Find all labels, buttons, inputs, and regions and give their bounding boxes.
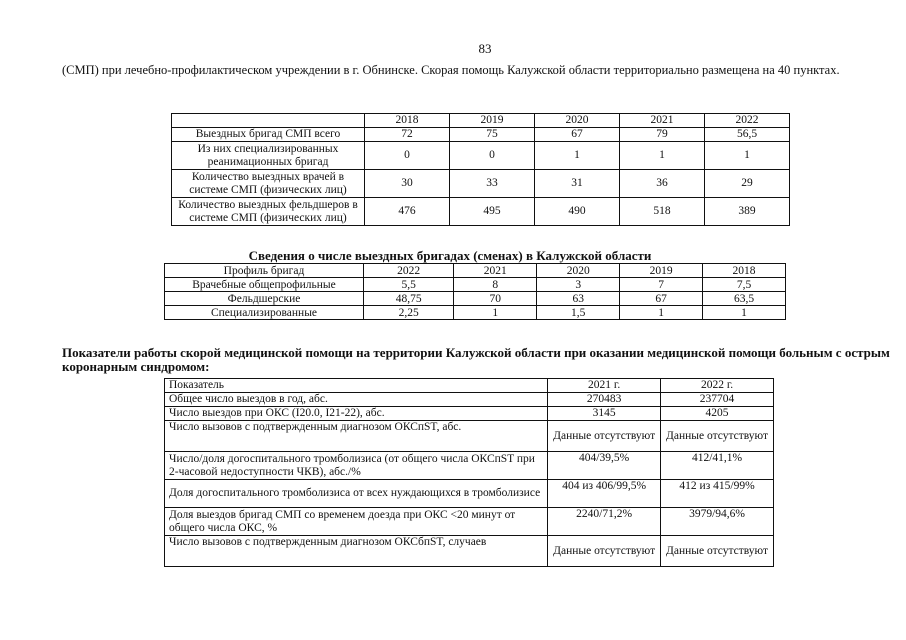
year-header: 2021 [454,264,537,278]
table-cell: 67 [535,128,620,142]
table-cell: 270483 [548,393,661,407]
table-cell: 79 [620,128,705,142]
table-cell: 0 [365,142,450,170]
table-header-row [165,379,774,393]
row-label: Число выездов при ОКС (I20.0, I21-22), абс. [165,407,548,421]
year-header: 2020 [535,114,620,128]
table-row [165,306,786,320]
column-header: Профиль бригад [165,264,364,278]
table-cell: 3 [537,278,620,292]
table-cell: 404/39,5% [548,452,661,480]
year-header: 2021 [620,114,705,128]
table-row [172,198,790,226]
row-label: Количество выездных фельдшеров в системе СМП (физических лиц) [172,198,365,226]
table-cell: Данные отсутствуют [548,421,661,452]
table-row [165,452,774,480]
year-header: 2019 [620,264,703,278]
table-cell: 29 [705,170,790,198]
row-label: Общее число выездов в год, абс. [165,393,548,407]
table-cell: 3145 [548,407,661,421]
table-row [165,407,774,421]
table-cell: 30 [365,170,450,198]
table-row [165,292,786,306]
table-cell: 389 [705,198,790,226]
row-label: Количество выездных врачей в системе СМП (физических лиц) [172,170,365,198]
row-label: Фельдшерские [165,292,364,306]
table-cell: 412/41,1% [661,452,774,480]
year-header: 2022 [705,114,790,128]
row-label: Доля выездов бригад СМП со временем доезда при ОКС <20 минут от общего числа ОКС, % [165,508,548,536]
table-cell: 1 [535,142,620,170]
table-cell: 72 [365,128,450,142]
intro-paragraph: (СМП) при лечебно-профилактическом учреждении в г. Обнинске. Скорая помощь Калужской области территориально размещена на 40 пунктах. [62,63,840,77]
table-cell: 36 [620,170,705,198]
row-label: Число/доля догоспитального тромболизиса (от общего числа ОКСпST при 2-часовой недоступности ЧКВ), абс./% [165,452,548,480]
column-header: Показатель [165,379,548,393]
table-cell: 518 [620,198,705,226]
table-row [172,170,790,198]
table-header-row [165,264,786,278]
table-row [165,508,774,536]
table-cell: 70 [454,292,537,306]
brigades-shifts-title: Сведения о числе выездных бригадах (сменах) в Калужской области [248,248,652,263]
table-row [165,393,774,407]
table-row [165,278,786,292]
table-row [172,128,790,142]
table-cell: 3979/94,6% [661,508,774,536]
table-cell: 63,5 [703,292,786,306]
table-cell: 5,5 [364,278,454,292]
table-row [165,536,774,567]
table-cell: 1 [703,306,786,320]
table-cell: 404 из 406/99,5% [548,480,661,508]
table-cell: Данные отсутствуют [548,536,661,567]
year-header: 2018 [703,264,786,278]
table-cell: 63 [537,292,620,306]
table-cell: 1,5 [537,306,620,320]
table-cell: 0 [450,142,535,170]
row-label: Специализированные [165,306,364,320]
page-number: 83 [478,41,492,56]
row-label: Из них специализированных реанимационных бригад [172,142,365,170]
table-row [165,480,774,508]
table-cell: Данные отсутствуют [661,536,774,567]
table-cell: 67 [620,292,703,306]
row-label: Число вызовов с подтвержденным диагнозом ОКСпST, абс. [165,421,548,452]
table-cell: 412 из 415/99% [661,480,774,508]
table-cell: 1 [620,142,705,170]
row-label: Врачебные общепрофильные [165,278,364,292]
acs-indicators-title: Показатели работы скорой медицинской помощи на территории Калужской области при оказании медицинской помощи больным с острым коронарным синдромом: [62,345,890,374]
table-cell: 1 [705,142,790,170]
table-cell: 476 [365,198,450,226]
table-cell: 33 [450,170,535,198]
table-cell: 8 [454,278,537,292]
table-cell: 1 [620,306,703,320]
year-header: 2018 [365,114,450,128]
table-cell: 2240/71,2% [548,508,661,536]
brigades-table [171,113,790,226]
row-label: Число вызовов с подтвержденным диагнозом ОКСбпST, случаев [165,536,548,567]
table-cell: 1 [454,306,537,320]
table-header-row [172,114,790,128]
table-cell: 495 [450,198,535,226]
year-header: 2020 [537,264,620,278]
year-header: 2021 г. [548,379,661,393]
table-row [165,421,774,452]
table-cell: 7,5 [703,278,786,292]
acs-indicators-table [164,378,774,567]
table-cell: 48,75 [364,292,454,306]
table-cell: Данные отсутствуют [661,421,774,452]
table-cell: 2,25 [364,306,454,320]
table-cell: 7 [620,278,703,292]
table-cell: 31 [535,170,620,198]
table-row [172,142,790,170]
brigades-shifts-table [164,263,786,320]
table-cell: 4205 [661,407,774,421]
row-label: Выездных бригад СМП всего [172,128,365,142]
table-cell: 237704 [661,393,774,407]
year-header: 2022 [364,264,454,278]
year-header: 2022 г. [661,379,774,393]
table-cell: 490 [535,198,620,226]
table-cell: 75 [450,128,535,142]
year-header: 2019 [450,114,535,128]
row-label: Доля догоспитального тромболизиса от всех нуждающихся в тромболизисе [165,480,548,508]
table-cell: 56,5 [705,128,790,142]
table-cell [172,114,365,128]
